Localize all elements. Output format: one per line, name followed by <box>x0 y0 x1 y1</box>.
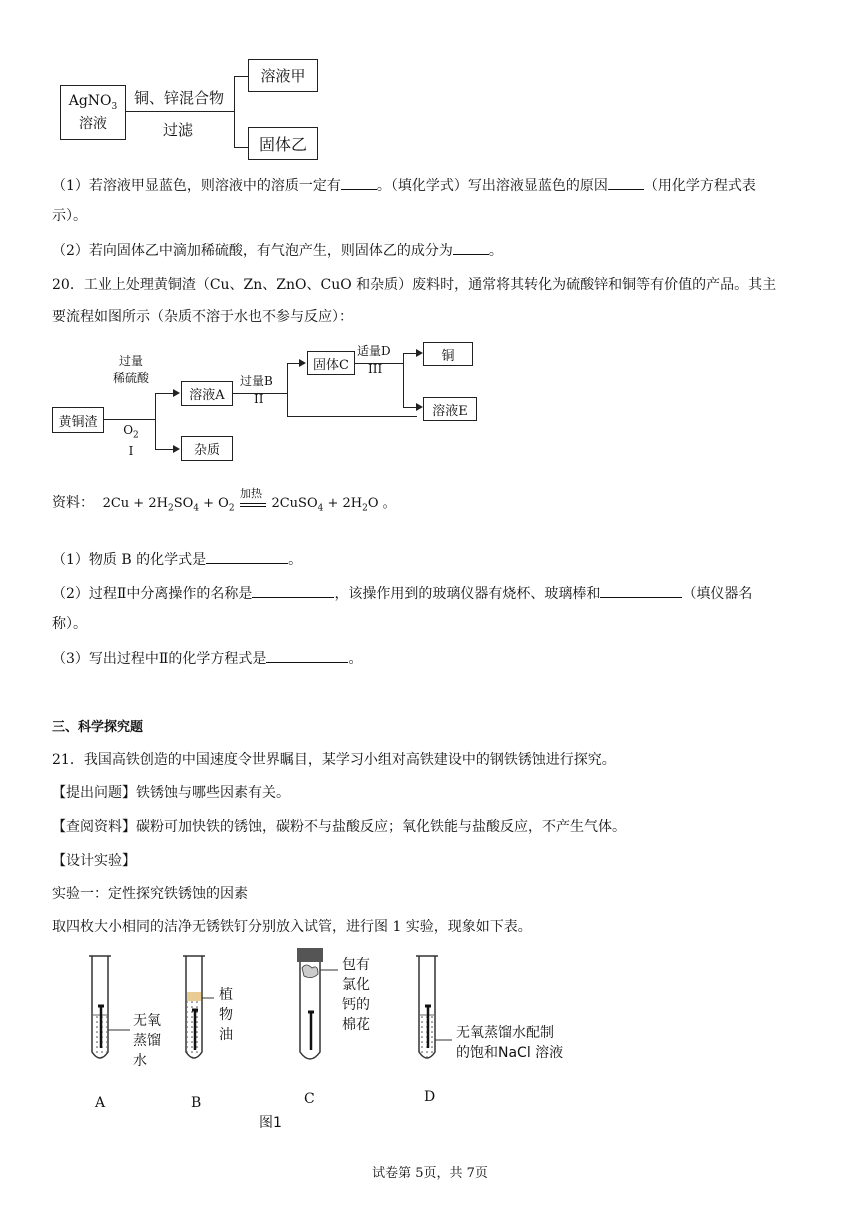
section-heading: 三、科学探究题 <box>52 720 144 735</box>
test-tube-d <box>416 956 452 1058</box>
answer-blank[interactable] <box>206 549 288 564</box>
flow-line-split3 <box>403 353 404 407</box>
page-footer: 试卷第 5页，共 7页 <box>372 1166 488 1181</box>
reactant-formula: AgNO <box>68 92 112 109</box>
q19-part1-line2: 示）。 <box>52 208 87 224</box>
arrow-head <box>173 445 180 453</box>
answer-blank[interactable] <box>600 583 682 598</box>
flow-line-start <box>104 419 155 420</box>
q20-intro-line1: 20．工业上处理黄铜渣（Cu、Zn、ZnO、CuO 和杂质）废料时，通常将其转化为硫酸锌和铜等有价值的产品。其主 <box>52 277 777 293</box>
reactant-solution-label: 溶液 <box>79 116 107 133</box>
arrow-head <box>299 359 306 367</box>
step2-roman: II <box>254 392 264 406</box>
step3-reagent: 适量D <box>357 344 391 358</box>
flow-line-to-solE <box>403 407 417 408</box>
product-solid-box: 固体乙 <box>248 127 318 160</box>
info-label: 资料： <box>52 495 94 511</box>
q21-experiment1-desc: 取四枚大小相同的洁净无锈铁钉分别放入试管，进行图 1 实验，现象如下表。 <box>52 919 532 935</box>
q20-part3: （3）写出过程中Ⅱ的化学方程式是 。 <box>52 648 362 669</box>
solid-c-box: 固体C <box>307 351 355 375</box>
q19-branch-bottom <box>234 147 248 148</box>
step3-roman: III <box>368 362 383 376</box>
arrow-head <box>173 389 180 397</box>
reactant-box <box>60 85 126 140</box>
flow-line-to-copper <box>403 353 417 354</box>
tube-a-label: A <box>95 1095 106 1111</box>
q20-intro-line2: 要流程如图所示（杂质不溶于水也不参与反应）： <box>52 309 353 325</box>
answer-blank[interactable] <box>608 175 644 190</box>
solution-a-box: 溶液A <box>181 381 233 406</box>
reaction-condition: 加热 <box>240 487 263 500</box>
step1-reagent: 过量 稀硫酸 <box>112 354 149 385</box>
impurity-box: 杂质 <box>181 436 233 461</box>
arrow-head <box>416 403 423 411</box>
info-equation: 资料： $2Cu + 2H_2SO_4 + O_2$ 加热 2CuSO$_4$ + $2H_2O$ 。 <box>52 493 396 519</box>
arrow-head <box>416 349 423 357</box>
figure1-test-tubes <box>0 940 860 1140</box>
answer-blank[interactable] <box>341 175 377 190</box>
tube-d-label: D <box>424 1089 436 1105</box>
flow-line-bottom-to-E <box>287 416 417 417</box>
q21-experiment1: 实验一：定性探究铁锈蚀的因素 <box>52 886 248 902</box>
answer-blank[interactable] <box>252 583 334 598</box>
tube-b-label: B <box>191 1095 202 1111</box>
flow-line-to-impurity <box>155 449 175 450</box>
flow-line-split2 <box>287 363 288 416</box>
q21-question: 【提出问题】铁锈蚀与哪些因素有关。 <box>52 785 290 801</box>
tube-b-annotation: 植 物 油 <box>219 987 233 1043</box>
q19-main-line <box>126 111 234 112</box>
q21-design-label: 【设计实验】 <box>52 853 136 869</box>
tube-d-annotation: 无氧蒸馏水配制 的饱和NaCl 溶液 <box>456 1025 564 1061</box>
q21-intro: 21．我国高铁创造的中国速度令世界瞩目，某学习小组对高铁建设中的钢铁锈蚀进行探究。 <box>52 752 616 768</box>
reaction-condition-arrow <box>240 487 266 507</box>
step1-roman: I <box>128 444 134 459</box>
flow-line-split <box>155 393 156 449</box>
flow-start-box: 黄铜渣 <box>52 407 104 433</box>
product-solution-box: 溶液甲 <box>248 59 318 92</box>
tube-c-label: C <box>304 1091 315 1107</box>
q20-part2-line1: （2）过程Ⅱ中分离操作的名称是 ，该操作用到的玻璃仪器有烧杯、玻璃棒和 （填仪器名 <box>52 583 752 604</box>
figure-caption: 图1 <box>259 1115 282 1131</box>
tube-c-annotation: 包有 氯化 钙的 棉花 <box>342 957 370 1033</box>
q19-operation-label: 过滤 <box>163 121 194 139</box>
q19-part2: （2）若向固体乙中滴加稀硫酸，有气泡产生，则固体乙的成分为 。 <box>52 240 503 261</box>
step2-reagent: 过量B <box>240 374 273 388</box>
reactant-subscript: 3 <box>111 101 118 112</box>
answer-blank[interactable] <box>266 648 348 663</box>
flow-line-to-solA <box>155 393 175 394</box>
answer-blank[interactable] <box>453 240 489 255</box>
test-tube-b <box>183 956 214 1058</box>
q19-reagent-label: 铜、锌混合物 <box>134 89 225 107</box>
test-tube-a <box>89 956 130 1058</box>
q19-branch-vertical <box>234 76 235 148</box>
q20-part2-line2: 称）。 <box>52 616 87 632</box>
q19-branch-top <box>234 76 248 77</box>
solution-e-box: 溶液E <box>423 397 477 421</box>
q19-part1-line1: （1）若溶液甲显蓝色，则溶液中的溶质一定有 。（填化学式）写出溶液显蓝色的原因 （用化学方程式表 <box>52 175 756 196</box>
q21-reference: 【查阅资料】碳粉可加快铁的锈蚀，碳粉不与盐酸反应；氧化铁能与盐酸反应，不产生气体。 <box>52 819 626 835</box>
copper-box: 铜 <box>423 342 473 366</box>
tube-a-annotation: 无氧 蒸馏 水 <box>133 1013 161 1069</box>
test-tube-c <box>297 948 338 1059</box>
step1-oxygen: $O_2$ I <box>110 422 152 459</box>
q20-part1: （1）物质 B 的化学式是 。 <box>52 549 302 570</box>
